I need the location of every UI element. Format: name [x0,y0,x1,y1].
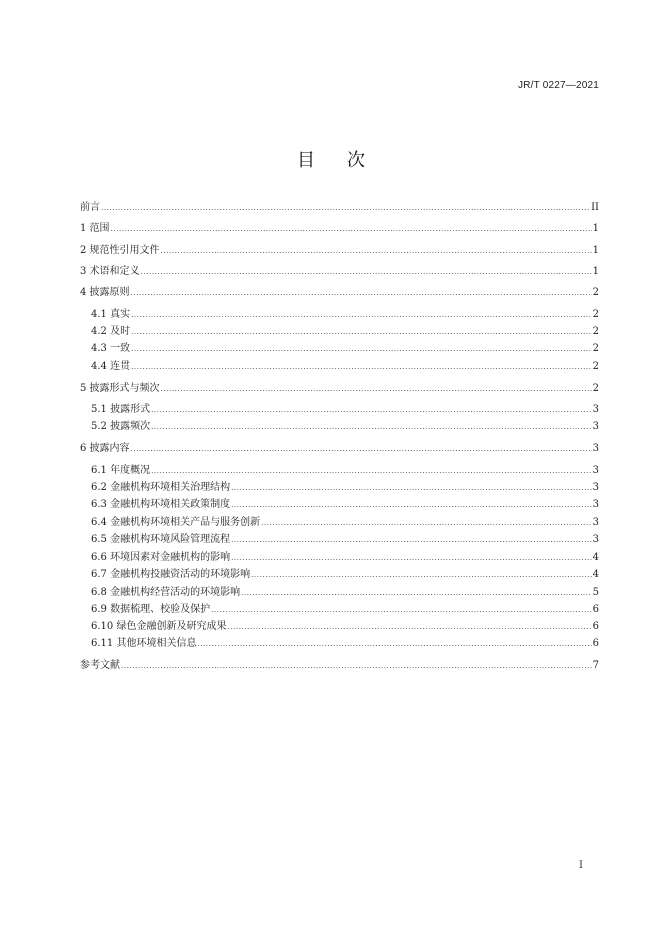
toc-entry-label: 6.2 金融机构环境相关治理结构 [91,482,231,493]
toc-entry-page: 6 [592,638,599,649]
toc-entry[interactable] [80,244,599,258]
toc-entry[interactable] [91,464,599,478]
toc-leader-dots [197,637,591,651]
toc-entry[interactable] [80,265,599,279]
toc-entry-page: 6 [592,621,599,632]
toc-entry-page: 1 [592,223,599,234]
toc-entry-page: 1 [592,266,599,277]
toc-leader-dots [227,620,591,634]
toc-entry-page: 2 [592,361,599,372]
toc-entry[interactable] [91,308,599,322]
toc-entry-label: 5 披露形式与频次 [80,383,160,394]
toc-leader-dots [261,516,592,530]
toc-leader-dots [241,586,592,600]
toc-leader-dots [121,659,592,673]
toc-leader-dots [131,308,592,322]
toc-entry[interactable] [80,201,599,215]
toc-entry[interactable] [91,533,599,547]
toc-entry[interactable] [91,481,599,495]
toc-entry-label: 前言 [80,202,100,213]
toc-entry-page: 3 [592,404,599,415]
toc-entry-page: 3 [592,482,599,493]
toc-entry[interactable] [91,603,599,617]
toc-entry-page: 2 [592,309,599,320]
toc-entry[interactable] [80,222,599,236]
toc-entry-label: 6.11 其他环境相关信息 [91,638,197,649]
toc-entry-label: 6 披露内容 [80,443,130,454]
toc-leader-dots [131,360,592,374]
toc-leader-dots [151,464,592,478]
toc-entry[interactable] [80,382,599,396]
toc-leader-dots [111,222,592,236]
toc-entry-page: 3 [592,443,599,454]
toc-leader-dots [141,265,592,279]
toc-entry-label: 4.3 一致 [91,343,131,354]
toc-entry-label: 4.2 及时 [91,326,131,337]
toc-entry-label: 6.6 环境因素对金融机构的影响 [91,552,231,563]
toc-entry-page: 3 [592,534,599,545]
toc-leader-dots [131,342,592,356]
toc-entry-page: 1 [592,245,599,256]
toc-entry[interactable] [91,498,599,512]
toc-leader-dots [231,551,592,565]
toc-leader-dots [131,325,592,339]
toc-entry-label: 4.4 连贯 [91,361,131,372]
toc-entry-label: 6.5 金融机构环境风险管理流程 [91,534,231,545]
toc-entry[interactable] [91,360,599,374]
toc-leader-dots [251,568,592,582]
toc-entry-page: 2 [592,383,599,394]
toc-entry-page: 2 [592,326,599,337]
toc-entry-page: 2 [592,287,599,298]
toc-entry-label: 6.4 金融机构环境相关产品与服务创新 [91,517,261,528]
toc-entry-label: 5.2 披露频次 [91,421,151,432]
toc-entry-page: 2 [592,343,599,354]
toc-entry-label: 参考文献 [80,660,120,671]
toc-entry-page: 6 [592,604,599,615]
toc-entry[interactable] [91,325,599,339]
toc-entry-label: 5.1 披露形式 [91,404,151,415]
page-number: I [579,860,583,871]
toc-entry-page: 4 [592,552,599,563]
toc-entry-page: II [591,202,599,213]
toc-leader-dots [151,420,592,434]
toc-entry-label: 4 披露原则 [80,287,130,298]
toc-entry-label: 6.8 金融机构经营活动的环境影响 [91,587,241,598]
toc-leader-dots [131,442,592,456]
toc-leader-dots [231,498,592,512]
toc-entry[interactable] [80,442,599,456]
toc-leader-dots [231,533,592,547]
toc-entry[interactable] [91,420,599,434]
toc-entry-page: 3 [592,421,599,432]
toc-entry[interactable] [91,637,599,651]
toc-entry-label: 4.1 真实 [91,309,131,320]
toc-entry-label: 6.1 年度概况 [91,465,151,476]
toc-entry[interactable] [91,403,599,417]
toc-leader-dots [151,403,592,417]
toc-entry-page: 3 [592,499,599,510]
standard-code: JR/T 0227—2021 [518,80,599,91]
toc-entry-label: 1 范围 [80,223,110,234]
page-title: 目次 [297,150,397,171]
toc-entry-label: 3 术语和定义 [80,266,140,277]
toc-entry-label: 6.10 绿色金融创新及研究成果 [91,621,227,632]
toc-entry-label: 6.3 金融机构环境相关政策制度 [91,499,231,510]
toc-entry-page: 5 [592,587,599,598]
toc-entry[interactable] [91,586,599,600]
toc-entry-label: 6.9 数据梳理、校验及保护 [91,604,211,615]
toc-entry[interactable] [91,620,599,634]
toc-entry-label: 6.7 金融机构投融资活动的环境影响 [91,569,251,580]
toc-leader-dots [161,244,592,258]
toc-entry-page: 4 [592,569,599,580]
toc-entry[interactable] [91,568,599,582]
toc-entry[interactable] [80,659,599,673]
toc-leader-dots [101,201,590,215]
toc-leader-dots [131,286,592,300]
toc-entry-page: 3 [592,517,599,528]
toc-entry-page: 3 [592,465,599,476]
toc-leader-dots [211,603,592,617]
toc-entry[interactable] [91,516,599,530]
toc-leader-dots [231,481,592,495]
toc-entry[interactable] [91,551,599,565]
toc-leader-dots [161,382,592,396]
toc-entry[interactable] [91,342,599,356]
toc-entry-page: 7 [592,660,599,671]
toc-entry[interactable] [80,286,599,300]
toc-entry-label: 2 规范性引用文件 [80,245,160,256]
